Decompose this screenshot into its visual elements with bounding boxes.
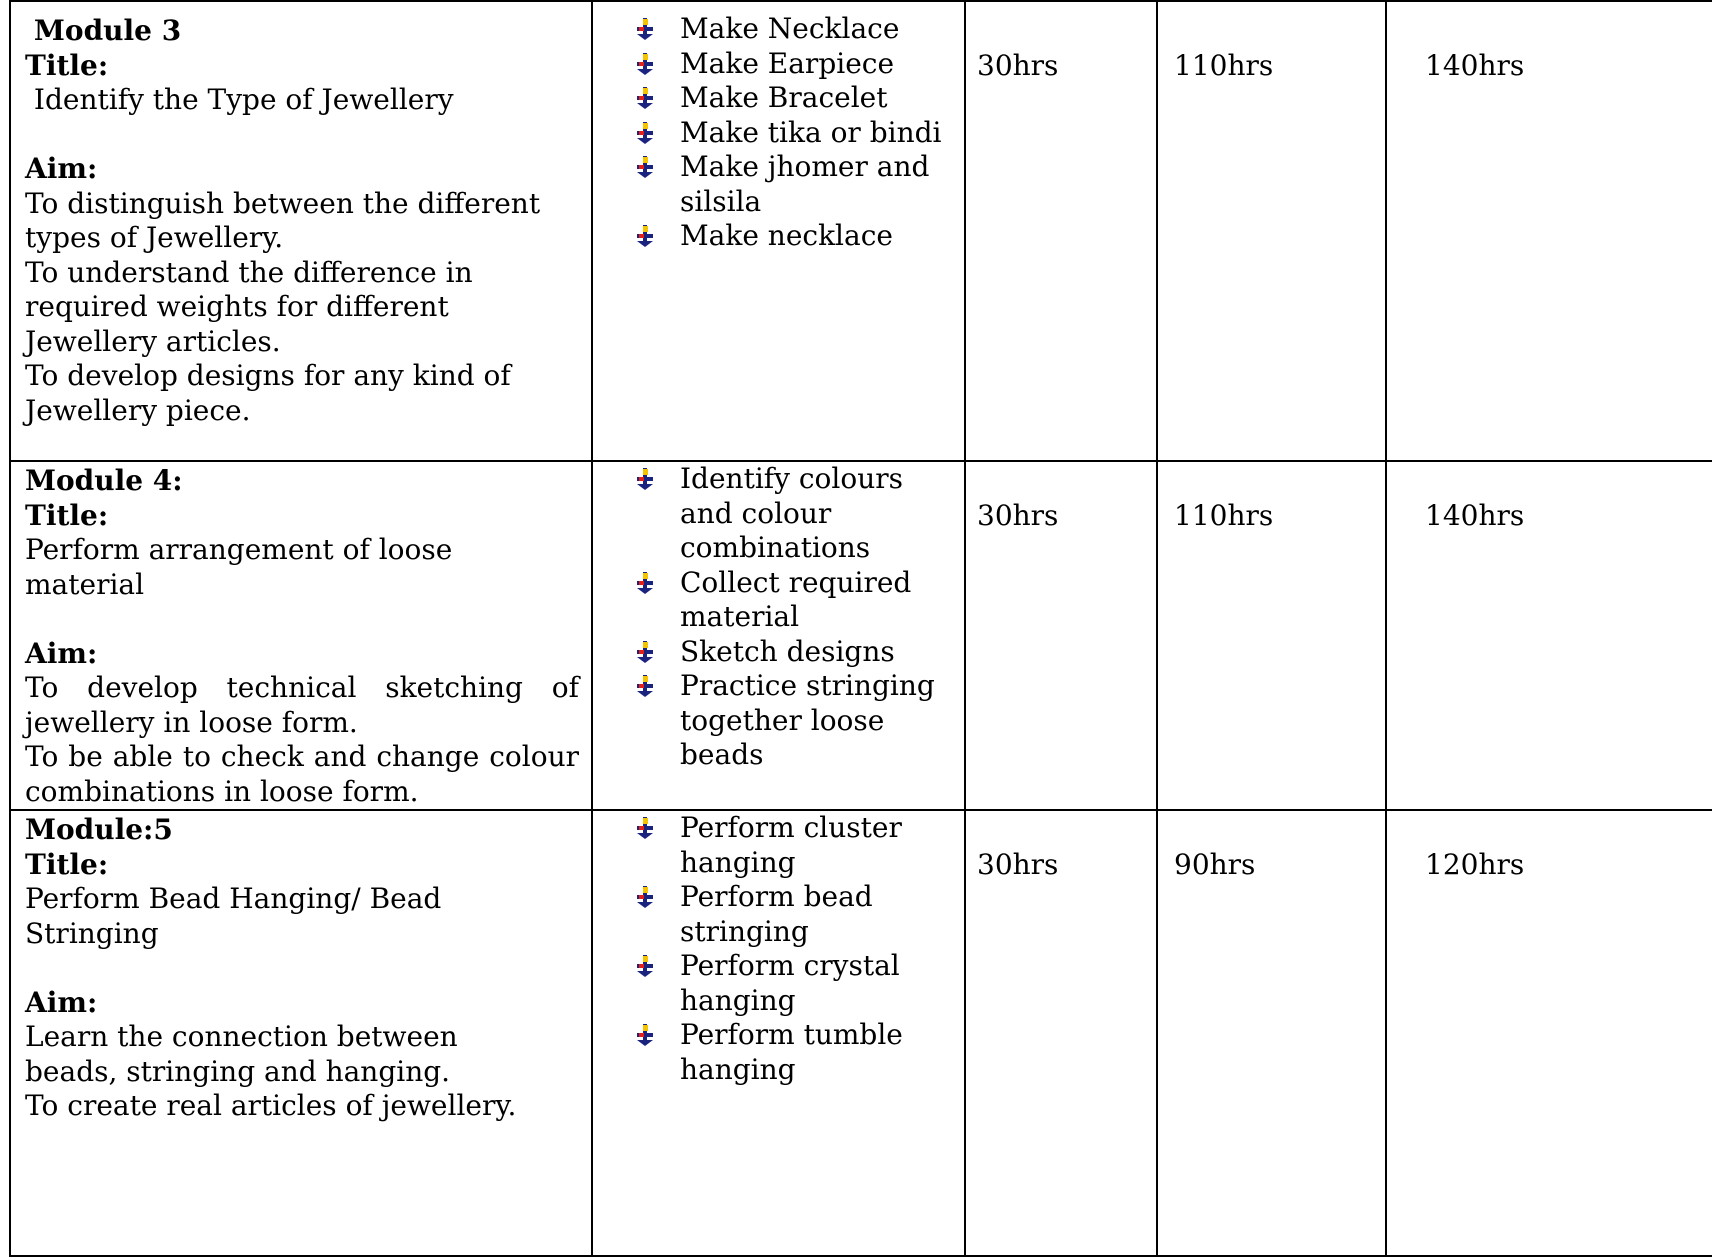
hours-cell-3 (1386, 1, 1712, 461)
list-item: Sketch designs (634, 635, 964, 670)
aim-line: To create real articles of jewellery. (25, 1089, 517, 1122)
plus-arrow-bullet-icon (634, 468, 656, 490)
list-item: Practice stringing together loose beads (634, 669, 964, 773)
tasks-cell (592, 461, 965, 810)
aim-label: Aim: (25, 985, 98, 1019)
hours-value: 110hrs (1174, 49, 1274, 82)
modules-table (9, 0, 1712, 1257)
table-row-module-5 (10, 810, 1712, 1256)
hours-cell-2 (1157, 810, 1386, 1256)
task-list (593, 811, 964, 1087)
plus-arrow-bullet-icon (634, 955, 656, 977)
aim-line: To understand the difference in required weights for different Jewellery articles. (25, 255, 473, 358)
aim-label: Aim: (25, 152, 98, 185)
hours-value: 30hrs (977, 848, 1059, 881)
hours-cell-2 (1157, 1, 1386, 461)
plus-arrow-bullet-icon (634, 225, 656, 247)
list-item: Make Earpiece (634, 47, 964, 82)
hours-cell-3 (1386, 461, 1712, 810)
module-label: Module 3 (33, 14, 182, 47)
list-item: Collect required material (634, 566, 964, 635)
aim-label: Aim: (25, 636, 98, 670)
module-description-cell (10, 810, 592, 1256)
task-list (593, 12, 964, 254)
plus-arrow-bullet-icon (634, 572, 656, 594)
title-label: Title: (25, 498, 109, 532)
list-item: Identify colours and colour combinations (634, 462, 964, 566)
plus-arrow-bullet-icon (634, 886, 656, 908)
task-list (593, 462, 964, 773)
plus-arrow-bullet-icon (634, 87, 656, 109)
hours-cell-3 (1386, 810, 1712, 1256)
module-label: Module:5 (25, 813, 173, 846)
plus-arrow-bullet-icon (634, 53, 656, 75)
list-item: Perform tumble hanging (634, 1018, 964, 1087)
list-item: Make Bracelet (634, 81, 964, 116)
module-title: Identify the Type of Jewellery (33, 83, 454, 116)
plus-arrow-bullet-icon (634, 675, 656, 697)
aim-line: Learn the connection between beads, stringing and hanging. (25, 1020, 458, 1088)
aim-line: To be able to check and change colour combinations in loose form. (25, 740, 579, 808)
hours-value: 120hrs (1425, 848, 1525, 881)
plus-arrow-bullet-icon (634, 641, 656, 663)
module-title: Perform arrangement of loose material (25, 533, 453, 601)
aim-line: To develop technical sketching of jewellery in loose form. (25, 671, 579, 739)
module-description-cell (10, 461, 592, 810)
hours-cell-2 (1157, 461, 1386, 810)
tasks-cell (592, 1, 965, 461)
list-item: Perform crystal hanging (634, 949, 964, 1018)
plus-arrow-bullet-icon (634, 122, 656, 144)
plus-arrow-bullet-icon (634, 18, 656, 40)
hours-value: 30hrs (977, 499, 1059, 532)
list-item: Make Necklace (634, 12, 964, 47)
hours-value: 140hrs (1425, 499, 1525, 532)
module-description-cell (10, 1, 592, 461)
hours-cell-1 (965, 461, 1157, 810)
plus-arrow-bullet-icon (634, 1024, 656, 1046)
list-item: Make necklace (634, 219, 964, 254)
table-row-module-3 (10, 1, 1712, 461)
hours-value: 30hrs (977, 49, 1059, 82)
hours-value: 140hrs (1425, 49, 1525, 82)
module-label: Module 4: (25, 464, 183, 497)
hours-cell-1 (965, 810, 1157, 1256)
aim-line: To develop designs for any kind of Jewellery piece. (25, 359, 511, 427)
module-title: Perform Bead Hanging/ Bead Stringing (25, 882, 442, 950)
plus-arrow-bullet-icon (634, 156, 656, 178)
hours-value: 90hrs (1174, 848, 1256, 881)
title-label: Title: (25, 847, 109, 881)
list-item: Perform cluster hanging (634, 811, 964, 880)
tasks-cell (592, 810, 965, 1256)
list-item: Perform bead stringing (634, 880, 964, 949)
plus-arrow-bullet-icon (634, 817, 656, 839)
list-item: Make jhomer and silsila (634, 150, 964, 219)
title-label: Title: (25, 48, 109, 82)
hours-cell-1 (965, 1, 1157, 461)
aim-line: To distinguish between the different types of Jewellery. (25, 186, 541, 254)
list-item: Make tika or bindi (634, 116, 964, 151)
hours-value: 110hrs (1174, 499, 1274, 532)
table-row-module-4 (10, 461, 1712, 810)
